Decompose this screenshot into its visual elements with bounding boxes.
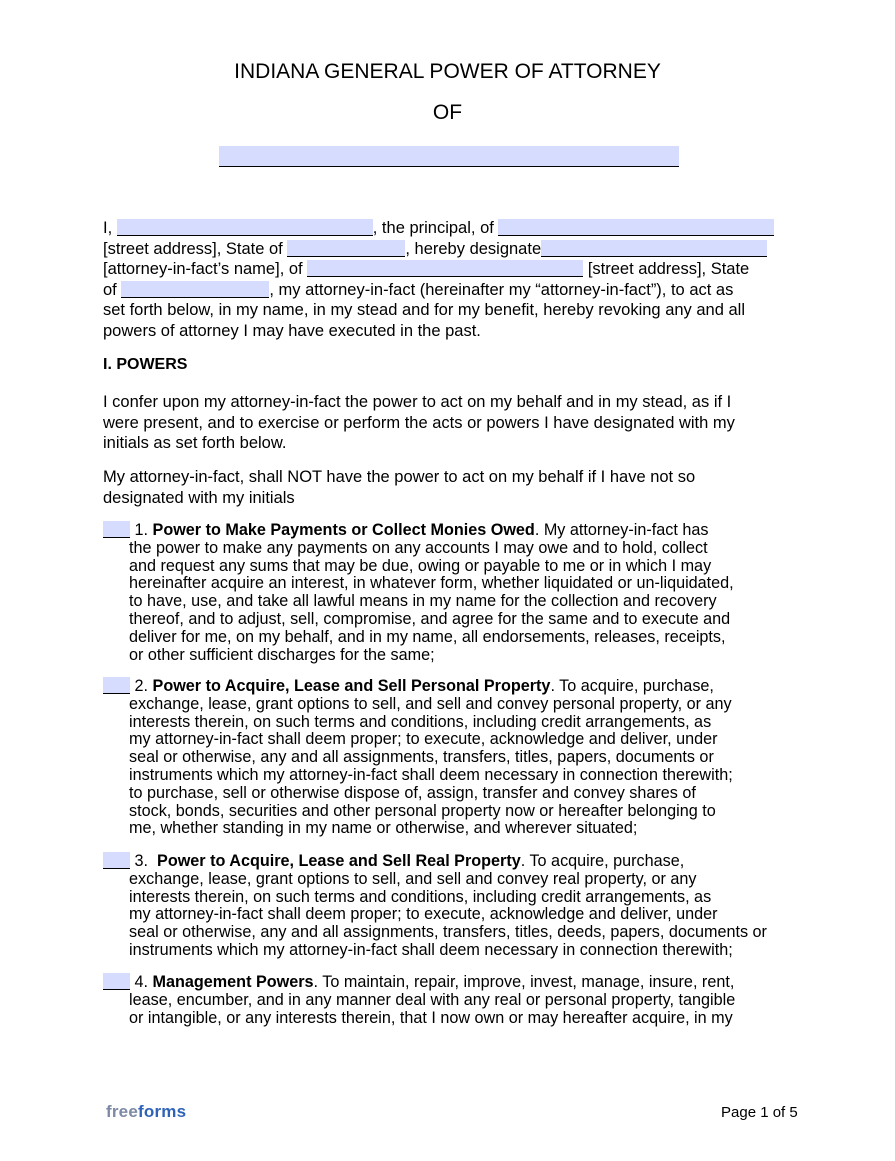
document-title: INDIANA GENERAL POWER OF ATTORNEY [234, 60, 661, 83]
principal-name-input[interactable] [117, 219, 373, 236]
power-item-1: 1. Power to Make Payments or Collect Monies Owed. My attorney-in-fact has the power to make any payments on any accounts I may owe and to hold, collect and request any sums that may be due, owing or payable to me or in which I may hereinafter acquire an interest, in whatever form, whether liquidated or un-liquidated, to have, use, and take all lawful means in my name for the collection and recovery thereof, and to adjust, sell, compromise, and agree for the same and to execute and deliver for me, on my behalf, and in my name, all endorsements, releases, receipts, or other sufficient discharges for the same; [103, 521, 734, 664]
intro-line-2: [street address], State of , hereby designate [103, 239, 767, 260]
document-title-of: OF [432, 101, 463, 124]
power-item-title: Power to Acquire, Lease and Sell Real Property [157, 852, 521, 870]
section-heading-powers: I. POWERS [103, 356, 188, 373]
attorney-name-input[interactable] [541, 240, 767, 257]
intro-line-4: of , my attorney-in-fact (hereinafter my “attorney-in-fact”), to act as [103, 281, 734, 299]
principal-name-field[interactable] [219, 146, 679, 167]
initials-field-2[interactable] [103, 677, 130, 694]
intro-line-6: powers of attorney I may have executed in the past. [103, 322, 481, 340]
principal-address-input[interactable] [498, 219, 774, 236]
power-item-title: Management Powers [152, 973, 314, 991]
power-item-3: 3. Power to Acquire, Lease and Sell Real Property. To acquire, purchase, exchange, lease, grant options to sell, and sell and convey real property, or any interests therein, on such terms and conditions, including credit arrangements, as my attorney-in-fact shall deem proper; to execute, acknowledge and deliver, under seal or otherwise, any and all assignments, transfers, titles, deeds, papers, documents or instruments which my attorney-in-fact shall deem necessary in connection therewith; [103, 852, 767, 960]
intro-line-3: [attorney-in-fact’s name], of [street address], State [103, 260, 750, 278]
powers-paragraph-1: I confer upon my attorney-in-fact the power to act on my behalf and in my stead, as if I were present, and to exercise or perform the acts or powers I have designated with my initials as set forth below. [103, 393, 735, 452]
intro-line-5: set forth below, in my name, in my stead and for my benefit, hereby revoking any and all [103, 301, 746, 319]
principal-state-input[interactable] [287, 240, 405, 257]
initials-field-1[interactable] [103, 521, 130, 538]
initials-field-4[interactable] [103, 973, 130, 990]
freeforms-logo: freeforms [106, 1102, 187, 1121]
power-item-4: 4. Management Powers. To maintain, repair, improve, invest, manage, insure, rent, lease, encumber, and in any manner deal with any real or personal property, tangible or intangible, or any interests therein, that I now own or may hereafter acquire, in my [103, 973, 735, 1027]
power-item-title: Power to Make Payments or Collect Monies Owed [152, 521, 535, 539]
attorney-state-input[interactable] [121, 281, 269, 298]
page-number: Page 1 of 5 [721, 1104, 798, 1121]
initials-field-3[interactable] [103, 852, 130, 869]
power-item-2: 2. Power to Acquire, Lease and Sell Personal Property. To acquire, purchase, exchange, lease, grant options to sell, and sell and convey personal property, or any interests therein, on such terms and conditions, including credit arrangements, as my attorney-in-fact shall deem proper; to execute, acknowledge and deliver, under seal or otherwise, any and all assignments, transfers, titles, papers, documents or instruments which my attorney-in-fact shall deem necessary in connection therewith; to purchase, sell or otherwise dispose of, assign, transfer and convey shares of stock, bonds, securities and other personal property now or hereafter belonging to me, whether standing in my name or otherwise, and wherever situated; [103, 677, 733, 838]
intro-line-1: I, , the principal, of [103, 218, 774, 239]
powers-paragraph-2: My attorney-in-fact, shall NOT have the power to act on my behalf if I have not so designated with my initials [103, 468, 696, 507]
attorney-address-input[interactable] [307, 260, 583, 277]
power-item-title: Power to Acquire, Lease and Sell Personal Property [152, 677, 551, 695]
